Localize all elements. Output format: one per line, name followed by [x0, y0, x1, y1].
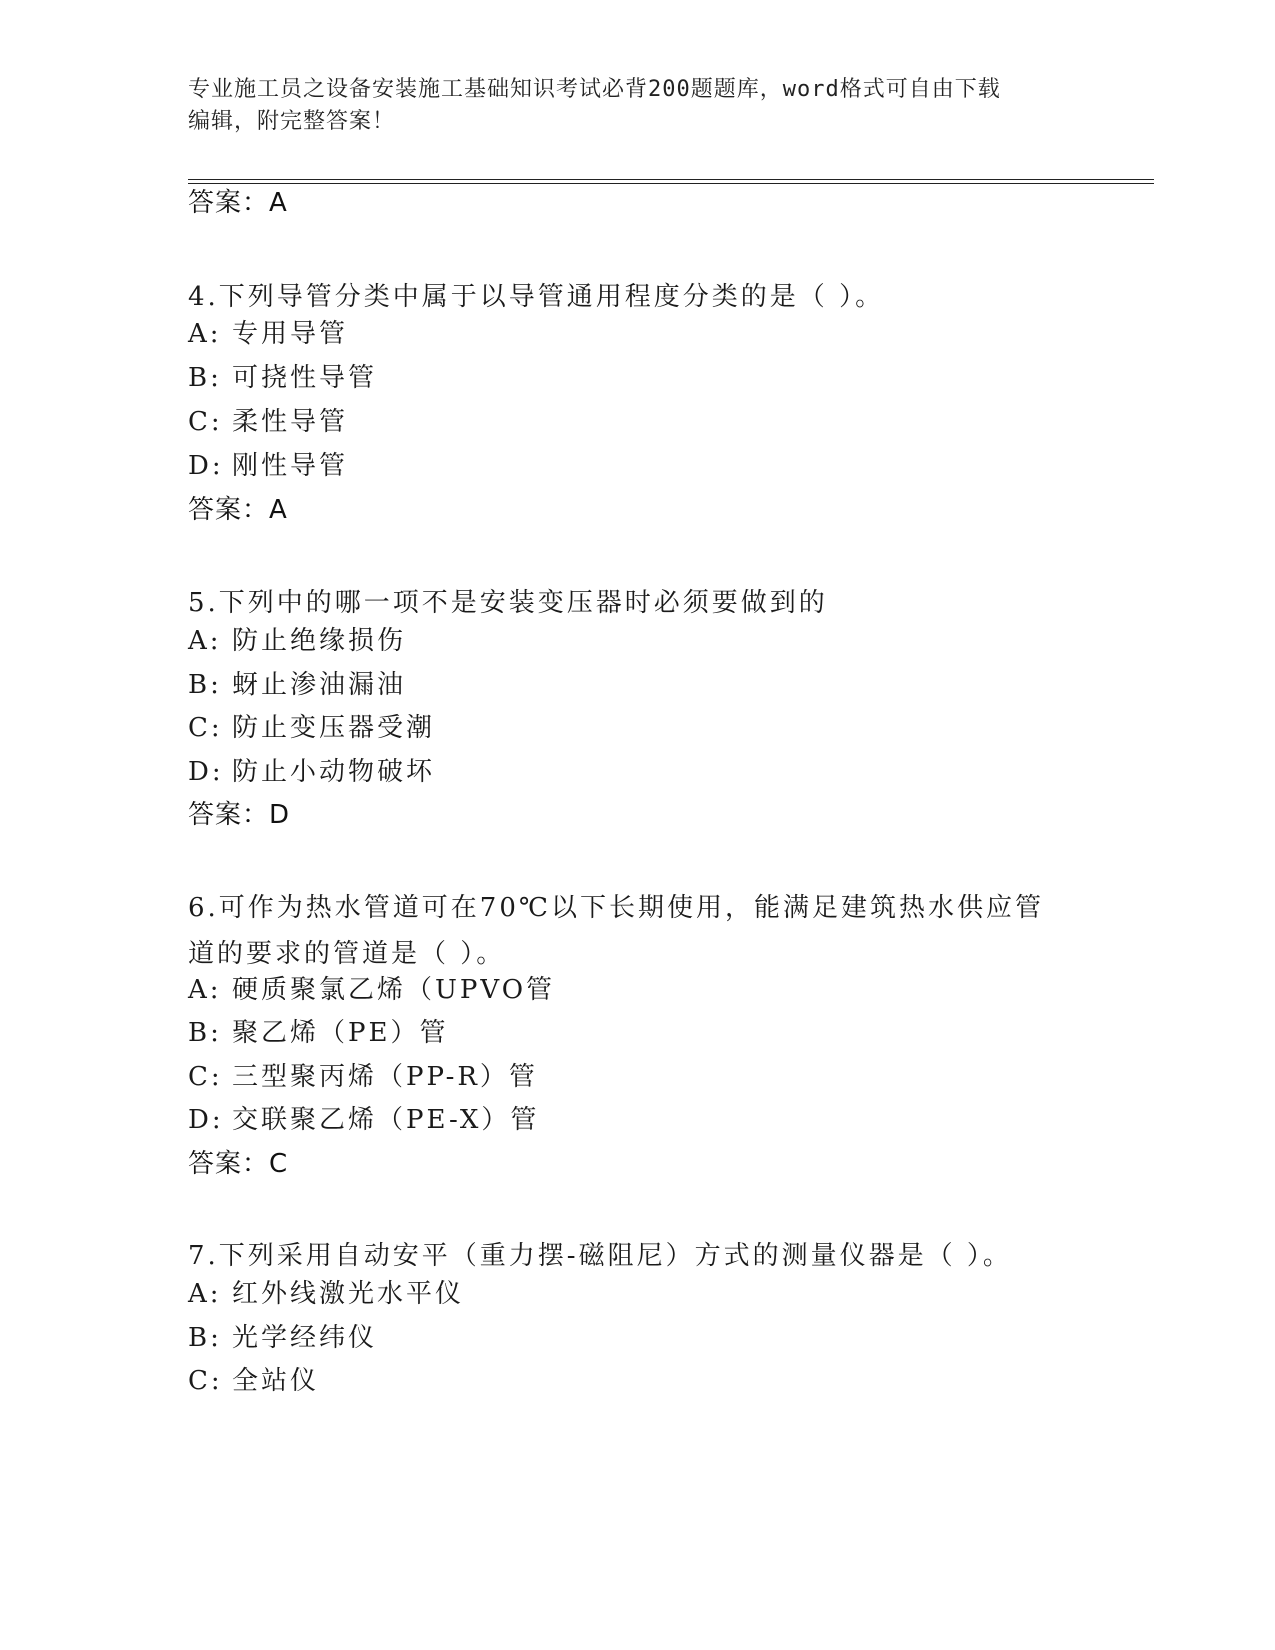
answer-q5: 答案：D [188, 800, 291, 830]
question-5-option-a: A: 防止绝缘损伤 [188, 626, 407, 656]
header-line-2: 编辑，附完整答案！ [188, 109, 396, 134]
document-header [188, 74, 1068, 138]
question-4-option-d: D: 刚性导管 [188, 451, 349, 481]
answer-q6: 答案：C [188, 1149, 289, 1179]
header-divider-bottom [188, 183, 1154, 184]
question-7-stem: 7.下列采用自动安平（重力摆-磁阻尼）方式的测量仪器是（ ）。 [188, 1241, 1012, 1271]
question-4-option-c: C: 柔性导管 [188, 407, 349, 437]
question-5-option-d: D: 防止小动物破坏 [188, 757, 436, 787]
question-7-option-a: A: 红外线激光水平仪 [188, 1279, 465, 1309]
question-6-option-d: D: 交联聚乙烯（PE-X）管 [188, 1105, 540, 1135]
question-7-option-c: C: 全站仪 [188, 1366, 320, 1396]
question-6-option-b: B: 聚乙烯（PE）管 [188, 1018, 449, 1048]
question-6-option-a: A: 硬质聚氯乙烯（UPVO管 [188, 975, 556, 1005]
question-5-option-c: C: 防止变压器受潮 [188, 713, 436, 743]
answer-q4: 答案：A [188, 495, 288, 525]
answer-q3: 答案：A [188, 188, 288, 218]
question-5-option-b: B: 蚜止渗油漏油 [188, 670, 407, 700]
header-divider-top [188, 179, 1154, 180]
question-6-stem: 6.可作为热水管道可在70℃以下长期使用，能满足建筑热水供应管道的要求的管道是（ ）。 [188, 893, 1044, 969]
question-7-option-b: B: 光学经纬仪 [188, 1323, 378, 1353]
question-6-option-c: C: 三型聚丙烯（PP-R）管 [188, 1062, 538, 1092]
question-4-stem: 4.下列导管分类中属于以导管通用程度分类的是（ ）。 [188, 282, 885, 312]
header-line-1: 专业施工员之设备安装施工基础知识考试必背200题题库，word格式可自由下载 [188, 77, 1001, 102]
question-4-option-b: B: 可挠性导管 [188, 363, 378, 393]
question-5-stem: 5.下列中的哪一项不是安装变压器时必须要做到的 [188, 588, 828, 618]
question-4-option-a: A: 专用导管 [188, 319, 349, 349]
